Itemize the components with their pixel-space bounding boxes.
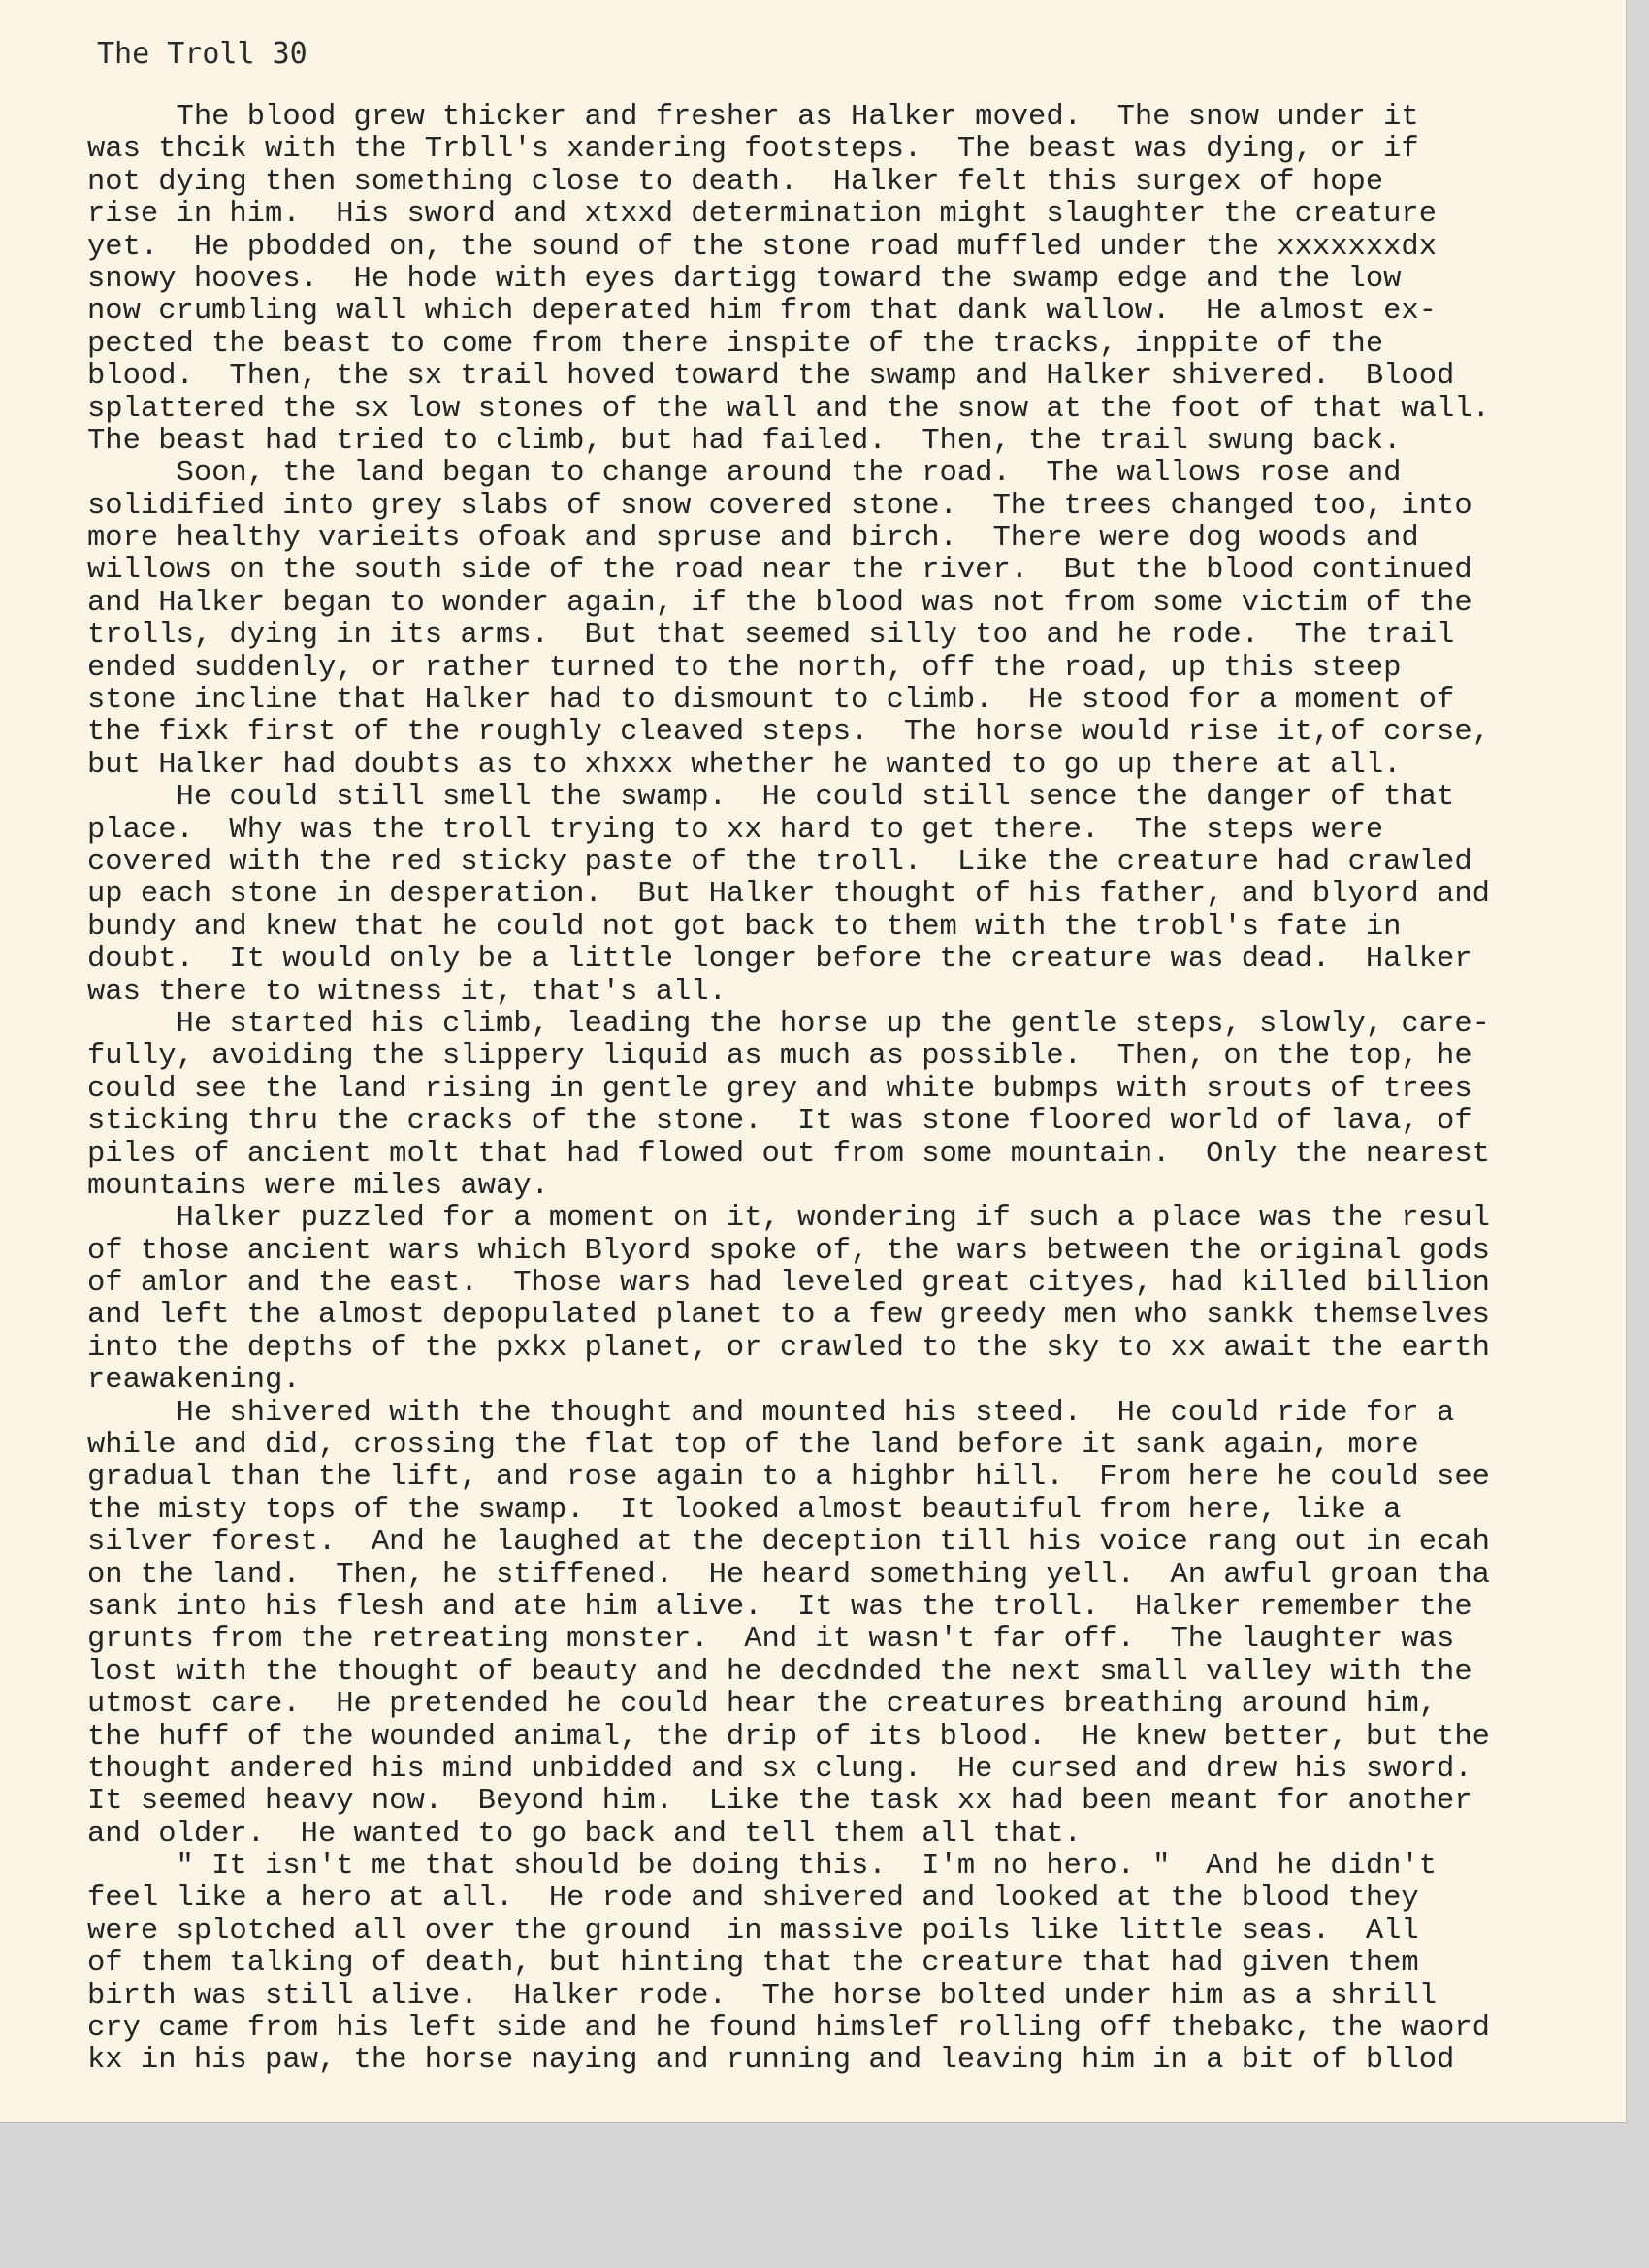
text-line: Halker puzzled for a moment on it, wondering if such a place was the resul <box>87 1202 1490 1236</box>
text-line: of amlor and the east. Those wars had leveled great cityes, had killed billion <box>87 1267 1490 1301</box>
text-line: were splotched all over the ground in massive poils like little seas. All <box>87 1914 1419 1948</box>
text-line: piles of ancient molt that had flowed out from some mountain. Only the nearest <box>87 1137 1490 1171</box>
text-line: reawakening. <box>87 1364 301 1398</box>
text-line: the huff of the wounded animal, the drip of its blood. He knew better, but the <box>87 1720 1490 1754</box>
text-line: ended suddenly, or rather turned to the north, off the road, up this steep <box>87 651 1402 685</box>
text-line: solidified into grey slabs of snow covered stone. The trees changed too, into <box>87 489 1472 523</box>
text-line: sank into his flesh and ate him alive. It was the troll. Halker remember the <box>87 1590 1472 1624</box>
text-line: mountains were miles away. <box>87 1169 549 1203</box>
text-line: He could still smell the swamp. He could still sence the danger of that <box>87 781 1455 815</box>
text-line: He started his climb, leading the horse up the gentle steps, slowly, care- <box>87 1007 1490 1041</box>
text-line: into the depths of the pxkx planet, or crawled to the sky to xx await the earth <box>87 1331 1490 1365</box>
text-line: splattered the sx low stones of the wall and the snow at the foot of that wall. <box>87 392 1490 426</box>
text-line: of those ancient wars which Blyord spoke of, the wars between the original gods <box>87 1234 1490 1268</box>
page-header: The Troll 30 <box>97 37 307 71</box>
text-line: thought andered his mind unbidded and sx clung. He cursed and drew his sword. <box>87 1752 1472 1786</box>
text-line: The beast had tried to climb, but had failed. Then, the trail swung back. <box>87 424 1402 458</box>
text-line: and left the almost depopulated planet to a few greedy men who sankk themselves <box>87 1299 1490 1333</box>
text-line: sticking thru the cracks of the stone. It was stone floored world of lava, of <box>87 1105 1472 1139</box>
text-line: bundy and knew that he could not got back to them with the trobl's fate in <box>87 910 1402 944</box>
text-line: up each stone in desperation. But Halker thought of his father, and blyord and <box>87 878 1490 912</box>
text-line: feel like a hero at all. He rode and shivered and looked at the blood they <box>87 1882 1419 1916</box>
text-line: not dying then something close to death. Halker felt this surgex of hope <box>87 165 1384 199</box>
text-line: the fixk first of the roughly cleaved steps. The horse would rise it,of corse, <box>87 716 1490 750</box>
text-line: Soon, the land began to change around the road. The wallows rose and <box>87 457 1402 491</box>
text-line: utmost care. He pretended he could hear the creatures breathing around him, <box>87 1688 1438 1722</box>
text-line: was thcik with the Trbll's xandering footsteps. The beast was dying, or if <box>87 133 1419 167</box>
text-line: fully, avoiding the slippery liquid as much as possible. Then, on the top, he <box>87 1040 1472 1074</box>
text-line: birth was still alive. Halker rode. The horse bolted under him as a shrill <box>87 1979 1438 2013</box>
text-line: He shivered with the thought and mounted his steed. He could ride for a <box>87 1396 1455 1430</box>
text-line: The blood grew thicker and fresher as Halker moved. The snow under it <box>87 101 1419 134</box>
text-line: while and did, crossing the flat top of the land before it sank again, more <box>87 1429 1419 1463</box>
text-line: rise in him. His sword and xtxxd determination might slaughter the creature <box>87 198 1438 232</box>
text-line: could see the land rising in gentle grey and white bubmps with srouts of trees <box>87 1072 1472 1106</box>
text-line: yet. He pbodded on, the sound of the stone road muffled under the xxxxxxxdx <box>87 230 1438 264</box>
text-line: and older. He wanted to go back and tell them all that. <box>87 1817 1082 1851</box>
text-line: but Halker had doubts as to xhxxx whether he wanted to go up there at all. <box>87 748 1402 782</box>
text-line: It seemed heavy now. Beyond him. Like the task xx had been meant for another <box>87 1785 1472 1819</box>
text-line: doubt. It would only be a little longer before the creature was dead. Halker <box>87 943 1472 977</box>
text-line: of them talking of death, but hinting that the creature that had given them <box>87 1947 1419 1981</box>
text-line: more healthy varieits ofoak and spruse and birch. There were dog woods and <box>87 522 1419 556</box>
text-line: silver forest. And he laughed at the deception till his voice rang out in ecah <box>87 1526 1490 1560</box>
text-line: lost with the thought of beauty and he decdnded the next small valley with the <box>87 1655 1472 1689</box>
text-line: trolls, dying in its arms. But that seemed silly too and he rode. The trail <box>87 619 1455 653</box>
text-line: blood. Then, the sx trail hoved toward the swamp and Halker shivered. Blood <box>87 360 1455 394</box>
text-line: the misty tops of the swamp. It looked almost beautiful from here, like a <box>87 1493 1402 1527</box>
text-line: now crumbling wall which deperated him from that dank wallow. He almost ex- <box>87 295 1438 329</box>
text-line: " It isn't me that should be doing this. I'm no hero. " And he didn't <box>87 1850 1438 1884</box>
text-line: pected the beast to come from there inspite of the tracks, inppite of the <box>87 327 1384 361</box>
text-line: kx in his paw, the horse naying and running and leaving him in a bit of bllod <box>87 2044 1455 2078</box>
text-line: stone incline that Halker had to dismount to climb. He stood for a moment of <box>87 684 1455 718</box>
text-line: snowy hooves. He hode with eyes dartigg toward the swamp edge and the low <box>87 262 1402 296</box>
text-line: cry came from his left side and he found himslef rolling off thebakc, the waord <box>87 2012 1490 2046</box>
text-line: on the land. Then, he stiffened. He heard something yell. An awful groan tha <box>87 1558 1490 1592</box>
text-line: gradual than the lift, and rose again to a highbr hill. From here he could see <box>87 1461 1490 1495</box>
text-line: covered with the red sticky paste of the troll. Like the creature had crawled <box>87 845 1472 879</box>
text-line: willows on the south side of the road near the river. But the blood continued <box>87 554 1472 588</box>
text-line: was there to witness it, that's all. <box>87 975 727 1009</box>
text-line: grunts from the retreating monster. And it wasn't far off. The laughter was <box>87 1623 1455 1657</box>
text-line: place. Why was the troll trying to xx hard to get there. The steps were <box>87 813 1384 847</box>
story-text <box>87 102 1620 2078</box>
text-line: and Halker began to wonder again, if the blood was not from some victim of the <box>87 586 1472 620</box>
